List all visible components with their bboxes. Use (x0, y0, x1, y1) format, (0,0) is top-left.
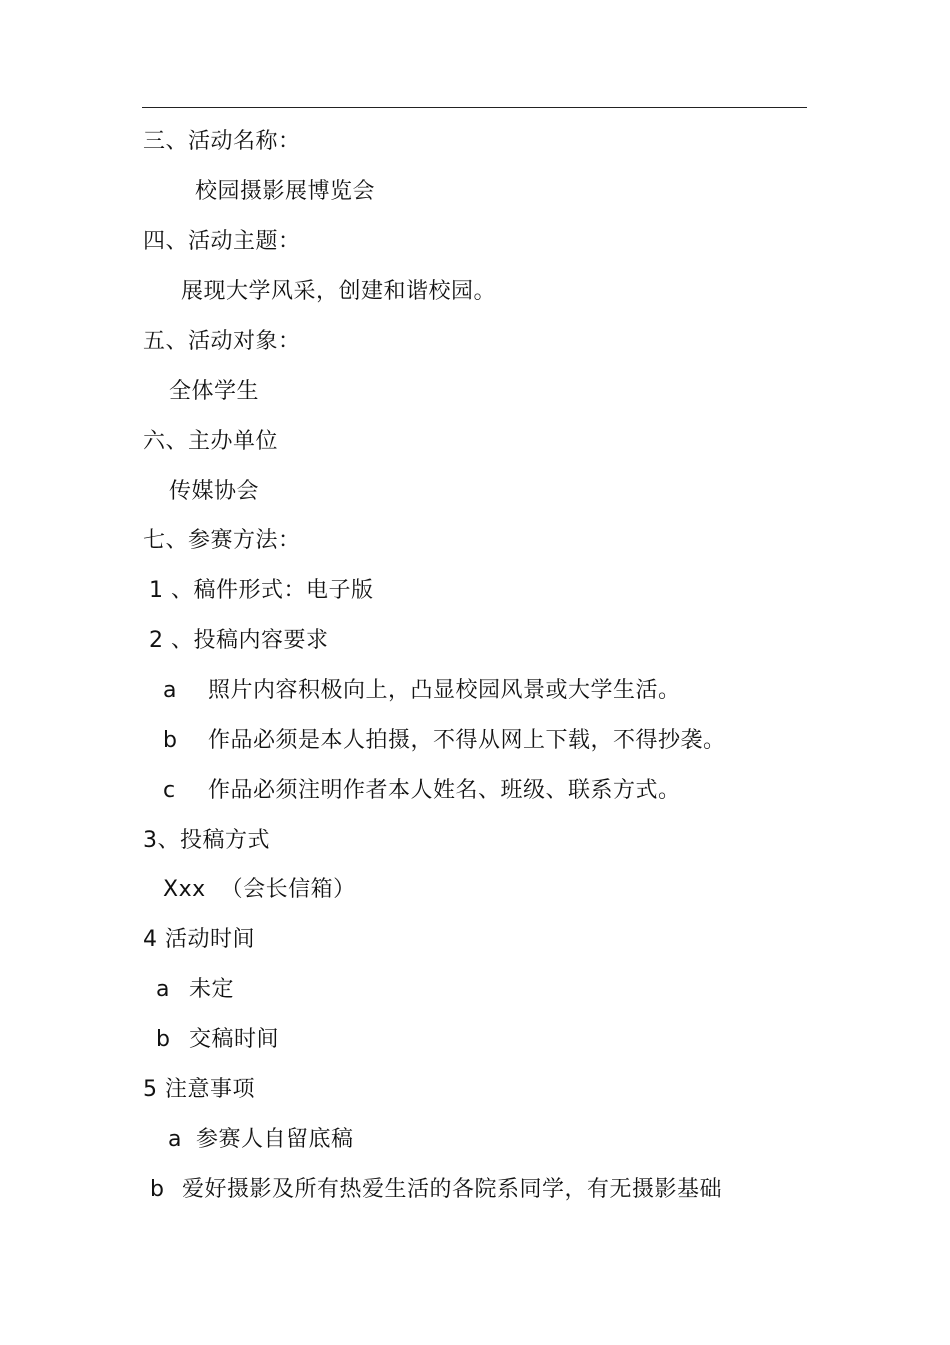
entry-format: 1 、稿件形式：电子版 (149, 578, 374, 603)
activity-time-heading: 4 活动时间 (143, 927, 255, 952)
organizer-value: 传媒协会 (169, 479, 260, 504)
time-a-text: 未定 (189, 977, 235, 1002)
notes-heading: 5 注意事项 (143, 1077, 255, 1102)
section-heading-activity-theme: 四、活动主题： (143, 229, 301, 254)
list-marker-b: b (163, 728, 178, 753)
section-heading-entry-method: 七、参赛方法： (143, 528, 301, 553)
time-marker-a: a (156, 977, 170, 1002)
requirement-a-text: 照片内容积极向上，凸显校园风景或大学生活。 (208, 678, 681, 703)
activity-target-value: 全体学生 (169, 379, 260, 404)
list-marker-c: c (163, 778, 176, 803)
section-heading-organizer: 六、主办单位 (143, 429, 279, 454)
submission-requirements-heading: 2 、投稿内容要求 (149, 628, 329, 653)
list-marker-a: a (163, 678, 177, 703)
section-heading-activity-name: 三、活动名称： (143, 129, 301, 154)
submission-method-value: Xxx （会长信箱） (163, 877, 356, 902)
requirement-b-text: 作品必须是本人拍摄，不得从网上下载，不得抄袭。 (208, 728, 726, 753)
requirement-c-text: 作品必须注明作者本人姓名、班级、联系方式。 (208, 778, 681, 803)
time-marker-b: b (156, 1027, 171, 1052)
notes-marker-a: a (168, 1127, 182, 1152)
activity-name-value: 校园摄影展博览会 (195, 179, 376, 204)
activity-theme-value: 展现大学风采，创建和谐校园。 (181, 279, 497, 304)
submission-method-heading: 3、投稿方式 (143, 828, 270, 853)
header-rule (142, 107, 807, 108)
notes-b-text: 爱好摄影及所有热爱生活的各院系同学，有无摄影基础 (182, 1177, 723, 1202)
notes-marker-b: b (150, 1177, 165, 1202)
notes-a-text: 参赛人自留底稿 (196, 1127, 354, 1152)
time-b-text: 交稿时间 (189, 1027, 280, 1052)
section-heading-activity-target: 五、活动对象： (143, 329, 301, 354)
